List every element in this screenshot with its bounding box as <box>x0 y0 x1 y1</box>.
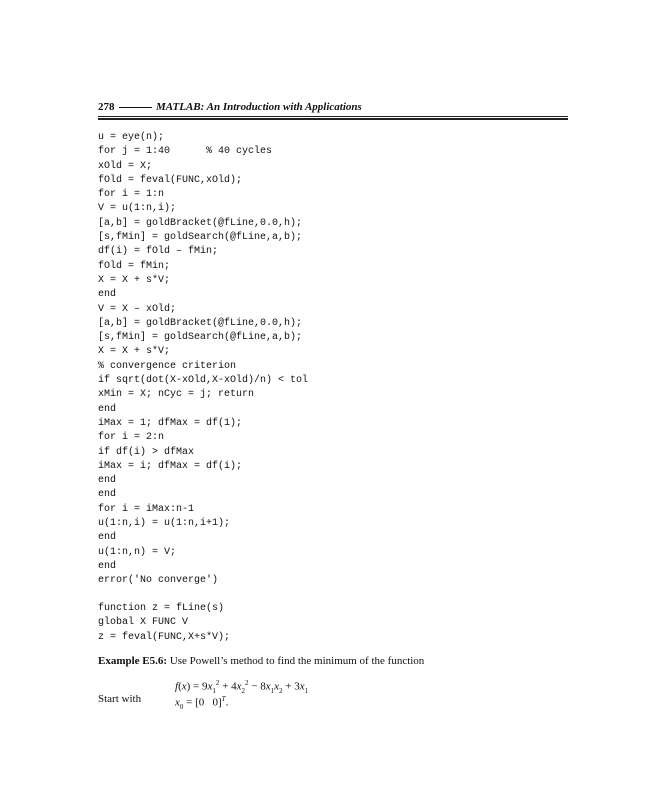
code-line: X = X + s*V; <box>98 346 171 358</box>
code-line: end <box>98 532 117 544</box>
code-line: [s,fMin] = goldSearch(@fLine,a,b); <box>98 232 303 244</box>
code-line: iMax = i; dfMax = df(i); <box>98 460 243 472</box>
code-line: global X FUNC V <box>98 617 189 629</box>
code-line: z = feval(FUNC,X+s*V); <box>98 631 231 643</box>
code-line: xMin = X; nCyc = j; return <box>98 389 255 401</box>
code-listing-fline <box>98 602 230 645</box>
code-line: xOld = X; <box>98 160 153 172</box>
code-line: fOld = feval(FUNC,xOld); <box>98 174 243 186</box>
code-line: for i = 1:n <box>98 189 165 201</box>
code-line: end <box>98 489 117 501</box>
page-header <box>98 100 568 114</box>
example-label: Example E5.6: <box>98 655 168 667</box>
code-line: u = eye(n); <box>98 132 165 143</box>
code-line: fOld = fMin; <box>98 260 171 272</box>
header-dash <box>119 107 152 108</box>
code-line: X = X + s*V; <box>98 274 171 286</box>
code-line: df(i) = fOld – fMin; <box>98 246 219 258</box>
code-line: V = u(1:n,i); <box>98 203 177 215</box>
running-title: MATLAB: An Introduction with Applications <box>156 101 362 113</box>
page-number: 278 <box>98 101 115 113</box>
starting-point-formula: $x_0 = [0$ 0]$^T$. <box>175 695 229 711</box>
code-line: for j = 1:40 % 40 cycles <box>98 146 273 158</box>
code-line: end <box>98 403 117 415</box>
code-line: [a,b] = goldBracket(@fLine,0.0,h); <box>98 217 303 229</box>
objective-function-formula: $f(x) = 9x_1^2 + 4x_2^2 - 8x_1x_2 + 3x_1$ <box>175 679 309 695</box>
code-line: end <box>98 560 117 572</box>
code-line: [a,b] = goldBracket(@fLine,0.0,h); <box>98 317 303 329</box>
code-line: if sqrt(dot(X-xOld,X-xOld)/n) < tol <box>98 375 309 387</box>
code-line: if df(i) > dfMax <box>98 446 195 458</box>
code-line: V = X – xOld; <box>98 303 177 315</box>
code-line: for i = iMax:n-1 <box>98 503 195 515</box>
start-label: Start with <box>98 693 142 705</box>
code-line: end <box>98 475 117 487</box>
example-statement <box>98 654 568 668</box>
code-line: iMax = 1; dfMax = df(1); <box>98 417 243 429</box>
code-line: error('No converge') <box>98 575 219 587</box>
code-line: end <box>98 289 117 301</box>
code-line: function z = fLine(s) <box>98 603 225 614</box>
code-line: u(1:n,i) = u(1:n,i+1); <box>98 518 231 530</box>
header-rule <box>98 116 568 120</box>
code-line: [s,fMin] = goldSearch(@fLine,a,b); <box>98 332 303 344</box>
code-listing <box>98 131 308 589</box>
code-line: u(1:n,n) = V; <box>98 546 177 558</box>
code-line: % convergence criterion <box>98 360 237 372</box>
example-text: Use Powell’s method to find the minimum of the function <box>167 655 425 667</box>
code-line: for i = 2:n <box>98 432 165 444</box>
